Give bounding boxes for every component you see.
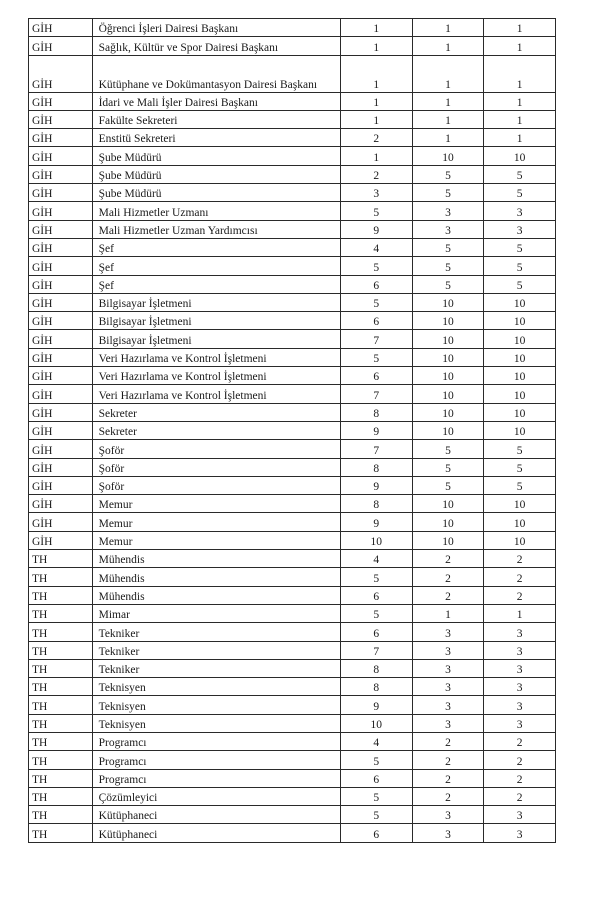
count-cell: 2	[412, 769, 484, 787]
grade-cell: 5	[340, 604, 412, 622]
class-cell: GİH	[29, 476, 93, 494]
count-cell: 2	[412, 586, 484, 604]
count-cell: 3	[484, 678, 556, 696]
title-cell: Mali Hizmetler Uzman Yardımcısı	[92, 220, 340, 238]
count-cell: 10	[484, 495, 556, 513]
title-cell: Sekreter	[92, 421, 340, 439]
count-cell: 1	[412, 110, 484, 128]
table-row	[29, 824, 556, 842]
table-row	[29, 110, 556, 128]
count-cell: 2	[484, 586, 556, 604]
count-cell: 5	[484, 476, 556, 494]
grade-cell: 9	[340, 220, 412, 238]
count-cell: 1	[484, 92, 556, 110]
count-cell: 1	[412, 129, 484, 147]
table-row	[29, 806, 556, 824]
count-cell: 10	[412, 293, 484, 311]
count-cell: 2	[484, 751, 556, 769]
title-cell: Mimar	[92, 604, 340, 622]
class-cell: GİH	[29, 531, 93, 549]
grade-cell: 8	[340, 403, 412, 421]
class-cell: GİH	[29, 330, 93, 348]
table-row	[29, 440, 556, 458]
title-cell: Bilgisayar İşletmeni	[92, 330, 340, 348]
table-row	[29, 550, 556, 568]
class-cell: GİH	[29, 367, 93, 385]
title-cell: Şef	[92, 275, 340, 293]
title-cell: Veri Hazırlama ve Kontrol İşletmeni	[92, 367, 340, 385]
class-cell: TH	[29, 641, 93, 659]
table-row	[29, 787, 556, 805]
grade-cell: 5	[340, 257, 412, 275]
title-cell: Tekniker	[92, 641, 340, 659]
class-cell: GİH	[29, 220, 93, 238]
class-cell: GİH	[29, 348, 93, 366]
grade-cell: 5	[340, 202, 412, 220]
class-cell: GİH	[29, 19, 93, 37]
table-row	[29, 458, 556, 476]
count-cell: 10	[484, 403, 556, 421]
count-cell: 5	[412, 238, 484, 256]
count-cell: 3	[412, 678, 484, 696]
title-cell: Şef	[92, 257, 340, 275]
title-cell: Mühendis	[92, 550, 340, 568]
count-cell: 10	[412, 531, 484, 549]
table-row	[29, 129, 556, 147]
grade-cell: 5	[340, 751, 412, 769]
table-row	[29, 403, 556, 421]
class-cell: TH	[29, 714, 93, 732]
count-cell: 5	[412, 440, 484, 458]
count-cell: 1	[484, 37, 556, 55]
title-cell: Programcı	[92, 732, 340, 750]
count-cell: 10	[412, 367, 484, 385]
class-cell: GİH	[29, 275, 93, 293]
table-row	[29, 348, 556, 366]
table-row	[29, 257, 556, 275]
grade-cell: 5	[340, 806, 412, 824]
count-cell: 5	[484, 440, 556, 458]
table-body	[29, 19, 556, 843]
grade-cell: 6	[340, 769, 412, 787]
table-row	[29, 385, 556, 403]
count-cell: 10	[484, 513, 556, 531]
count-cell: 10	[412, 403, 484, 421]
table-row	[29, 495, 556, 513]
grade-cell: 8	[340, 659, 412, 677]
class-cell: GİH	[29, 55, 93, 92]
class-cell: GİH	[29, 238, 93, 256]
count-cell: 5	[484, 238, 556, 256]
count-cell: 5	[412, 476, 484, 494]
class-cell: GİH	[29, 440, 93, 458]
grade-cell: 6	[340, 824, 412, 842]
count-cell: 3	[412, 202, 484, 220]
title-cell: Enstitü Sekreteri	[92, 129, 340, 147]
class-cell: GİH	[29, 495, 93, 513]
count-cell: 10	[412, 330, 484, 348]
count-cell: 10	[484, 421, 556, 439]
grade-cell: 10	[340, 714, 412, 732]
grade-cell: 9	[340, 421, 412, 439]
title-cell: Şoför	[92, 476, 340, 494]
grade-cell: 1	[340, 55, 412, 92]
count-cell: 10	[484, 293, 556, 311]
title-cell: Mali Hizmetler Uzmanı	[92, 202, 340, 220]
grade-cell: 4	[340, 238, 412, 256]
grade-cell: 7	[340, 330, 412, 348]
count-cell: 2	[412, 732, 484, 750]
count-cell: 10	[484, 531, 556, 549]
count-cell: 5	[484, 165, 556, 183]
grade-cell: 6	[340, 312, 412, 330]
class-cell: TH	[29, 568, 93, 586]
document-page	[28, 18, 556, 843]
count-cell: 10	[484, 312, 556, 330]
grade-cell: 1	[340, 37, 412, 55]
table-row	[29, 275, 556, 293]
table-row	[29, 586, 556, 604]
table-row	[29, 202, 556, 220]
count-cell: 3	[412, 714, 484, 732]
count-cell: 3	[484, 806, 556, 824]
table-row	[29, 659, 556, 677]
title-cell: Kütüphane ve Dokümantasyon Dairesi Başkanı	[92, 55, 340, 92]
class-cell: TH	[29, 623, 93, 641]
count-cell: 10	[412, 147, 484, 165]
title-cell: Öğrenci İşleri Dairesi Başkanı	[92, 19, 340, 37]
title-cell: Kütüphaneci	[92, 806, 340, 824]
class-cell: GİH	[29, 184, 93, 202]
title-cell: Fakülte Sekreteri	[92, 110, 340, 128]
class-cell: GİH	[29, 257, 93, 275]
table-row	[29, 238, 556, 256]
title-cell: Memur	[92, 531, 340, 549]
class-cell: TH	[29, 604, 93, 622]
count-cell: 1	[484, 55, 556, 92]
count-cell: 10	[484, 348, 556, 366]
count-cell: 10	[484, 147, 556, 165]
class-cell: TH	[29, 751, 93, 769]
count-cell: 2	[412, 568, 484, 586]
grade-cell: 8	[340, 495, 412, 513]
table-row	[29, 55, 556, 92]
table-row	[29, 714, 556, 732]
title-cell: Veri Hazırlama ve Kontrol İşletmeni	[92, 348, 340, 366]
class-cell: TH	[29, 732, 93, 750]
class-cell: GİH	[29, 312, 93, 330]
count-cell: 2	[412, 550, 484, 568]
grade-cell: 6	[340, 623, 412, 641]
count-cell: 10	[412, 348, 484, 366]
grade-cell: 1	[340, 19, 412, 37]
class-cell: TH	[29, 678, 93, 696]
grade-cell: 2	[340, 129, 412, 147]
class-cell: TH	[29, 696, 93, 714]
table-row	[29, 421, 556, 439]
table-row	[29, 751, 556, 769]
class-cell: GİH	[29, 421, 93, 439]
class-cell: TH	[29, 586, 93, 604]
count-cell: 3	[484, 623, 556, 641]
table-row	[29, 37, 556, 55]
count-cell: 3	[412, 806, 484, 824]
title-cell: Çözümleyici	[92, 787, 340, 805]
table-row	[29, 732, 556, 750]
class-cell: GİH	[29, 293, 93, 311]
title-cell: Bilgisayar İşletmeni	[92, 293, 340, 311]
count-cell: 10	[412, 312, 484, 330]
count-cell: 10	[412, 513, 484, 531]
grade-cell: 2	[340, 165, 412, 183]
table-row	[29, 367, 556, 385]
title-cell: Tekniker	[92, 623, 340, 641]
class-cell: TH	[29, 806, 93, 824]
table-row	[29, 19, 556, 37]
count-cell: 3	[484, 641, 556, 659]
count-cell: 2	[484, 568, 556, 586]
table-row	[29, 330, 556, 348]
count-cell: 1	[484, 129, 556, 147]
title-cell: Programcı	[92, 769, 340, 787]
count-cell: 1	[484, 110, 556, 128]
title-cell: Şube Müdürü	[92, 147, 340, 165]
table-row	[29, 678, 556, 696]
grade-cell: 5	[340, 568, 412, 586]
count-cell: 1	[412, 604, 484, 622]
count-cell: 5	[412, 275, 484, 293]
count-cell: 3	[484, 824, 556, 842]
class-cell: GİH	[29, 129, 93, 147]
count-cell: 5	[484, 257, 556, 275]
title-cell: Teknisyen	[92, 714, 340, 732]
class-cell: TH	[29, 550, 93, 568]
table-row	[29, 604, 556, 622]
grade-cell: 8	[340, 458, 412, 476]
grade-cell: 1	[340, 92, 412, 110]
title-cell: Bilgisayar İşletmeni	[92, 312, 340, 330]
class-cell: TH	[29, 787, 93, 805]
table-row	[29, 476, 556, 494]
table-row	[29, 568, 556, 586]
count-cell: 2	[484, 769, 556, 787]
count-cell: 3	[412, 623, 484, 641]
grade-cell: 7	[340, 385, 412, 403]
count-cell: 1	[412, 55, 484, 92]
staff-positions-table	[28, 18, 556, 843]
title-cell: Şube Müdürü	[92, 184, 340, 202]
count-cell: 3	[484, 714, 556, 732]
class-cell: GİH	[29, 37, 93, 55]
grade-cell: 9	[340, 696, 412, 714]
table-row	[29, 293, 556, 311]
table-row	[29, 513, 556, 531]
class-cell: GİH	[29, 147, 93, 165]
table-row	[29, 531, 556, 549]
title-cell: Teknisyen	[92, 678, 340, 696]
count-cell: 2	[484, 787, 556, 805]
count-cell: 1	[412, 92, 484, 110]
count-cell: 10	[412, 385, 484, 403]
count-cell: 3	[412, 824, 484, 842]
grade-cell: 9	[340, 476, 412, 494]
count-cell: 10	[484, 330, 556, 348]
count-cell: 3	[412, 696, 484, 714]
grade-cell: 5	[340, 293, 412, 311]
count-cell: 3	[484, 220, 556, 238]
count-cell: 2	[484, 550, 556, 568]
grade-cell: 1	[340, 147, 412, 165]
table-row	[29, 696, 556, 714]
grade-cell: 7	[340, 641, 412, 659]
grade-cell: 6	[340, 275, 412, 293]
table-row	[29, 184, 556, 202]
count-cell: 3	[484, 202, 556, 220]
grade-cell: 6	[340, 367, 412, 385]
count-cell: 10	[484, 367, 556, 385]
grade-cell: 7	[340, 440, 412, 458]
count-cell: 10	[412, 421, 484, 439]
count-cell: 2	[412, 787, 484, 805]
title-cell: Şef	[92, 238, 340, 256]
title-cell: Şube Müdürü	[92, 165, 340, 183]
table-row	[29, 312, 556, 330]
class-cell: GİH	[29, 110, 93, 128]
count-cell: 10	[484, 385, 556, 403]
count-cell: 1	[412, 37, 484, 55]
count-cell: 3	[412, 659, 484, 677]
title-cell: Şoför	[92, 458, 340, 476]
title-cell: Teknisyen	[92, 696, 340, 714]
class-cell: TH	[29, 659, 93, 677]
grade-cell: 5	[340, 348, 412, 366]
count-cell: 1	[484, 19, 556, 37]
table-row	[29, 641, 556, 659]
grade-cell: 9	[340, 513, 412, 531]
count-cell: 1	[412, 19, 484, 37]
count-cell: 5	[484, 458, 556, 476]
grade-cell: 4	[340, 732, 412, 750]
class-cell: GİH	[29, 458, 93, 476]
count-cell: 2	[484, 732, 556, 750]
title-cell: Memur	[92, 513, 340, 531]
title-cell: Şoför	[92, 440, 340, 458]
count-cell: 2	[412, 751, 484, 769]
table-row	[29, 165, 556, 183]
grade-cell: 8	[340, 678, 412, 696]
count-cell: 3	[484, 659, 556, 677]
grade-cell: 4	[340, 550, 412, 568]
count-cell: 3	[484, 696, 556, 714]
count-cell: 5	[412, 184, 484, 202]
class-cell: GİH	[29, 513, 93, 531]
count-cell: 1	[484, 604, 556, 622]
table-row	[29, 623, 556, 641]
title-cell: Veri Hazırlama ve Kontrol İşletmeni	[92, 385, 340, 403]
count-cell: 3	[412, 220, 484, 238]
count-cell: 5	[412, 458, 484, 476]
count-cell: 3	[412, 641, 484, 659]
title-cell: Memur	[92, 495, 340, 513]
title-cell: Programcı	[92, 751, 340, 769]
table-row	[29, 147, 556, 165]
title-cell: Mühendis	[92, 586, 340, 604]
grade-cell: 5	[340, 787, 412, 805]
count-cell: 5	[484, 275, 556, 293]
title-cell: Mühendis	[92, 568, 340, 586]
grade-cell: 1	[340, 110, 412, 128]
count-cell: 5	[412, 257, 484, 275]
title-cell: Sağlık, Kültür ve Spor Dairesi Başkanı	[92, 37, 340, 55]
grade-cell: 6	[340, 586, 412, 604]
count-cell: 10	[412, 495, 484, 513]
class-cell: GİH	[29, 403, 93, 421]
title-cell: Sekreter	[92, 403, 340, 421]
table-row	[29, 769, 556, 787]
class-cell: TH	[29, 824, 93, 842]
class-cell: GİH	[29, 385, 93, 403]
title-cell: Kütüphaneci	[92, 824, 340, 842]
title-cell: Tekniker	[92, 659, 340, 677]
class-cell: TH	[29, 769, 93, 787]
title-cell: İdari ve Mali İşler Dairesi Başkanı	[92, 92, 340, 110]
count-cell: 5	[412, 165, 484, 183]
class-cell: GİH	[29, 165, 93, 183]
grade-cell: 3	[340, 184, 412, 202]
count-cell: 5	[484, 184, 556, 202]
class-cell: GİH	[29, 202, 93, 220]
grade-cell: 10	[340, 531, 412, 549]
class-cell: GİH	[29, 92, 93, 110]
table-row	[29, 220, 556, 238]
table-row	[29, 92, 556, 110]
